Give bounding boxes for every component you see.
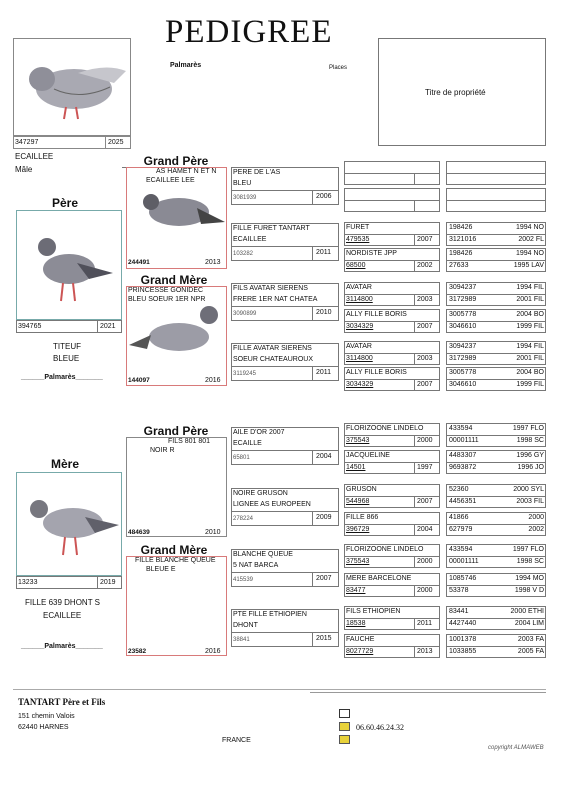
gm1-line2: BLEU SOEUR 1ER NPR xyxy=(128,296,206,303)
g3-line1: NOIRE GRUSON xyxy=(233,490,288,497)
gm1-year: 2016 xyxy=(205,377,221,384)
g3-line1: FILS AVATAR SIERENS xyxy=(233,285,308,292)
g4-ring: 396729 xyxy=(346,526,370,533)
g5-year: 2004 BO xyxy=(516,369,544,376)
g5-year: 1996 GY xyxy=(516,452,544,459)
g5-year: 1999 FIL xyxy=(516,323,544,330)
gm1-heading: Grand Mère xyxy=(140,273,208,287)
mere-color: ECAILLEE xyxy=(43,611,82,620)
g4-name: MERE BARCELONE xyxy=(346,575,412,582)
g3-line1: AILE D'OR 2007 xyxy=(233,429,285,436)
g4-name: GRUSON xyxy=(346,486,377,493)
g5-ring: 198426 xyxy=(449,250,473,257)
g5-year: 1998 SC xyxy=(516,437,544,444)
g3-ring: 415539 xyxy=(233,577,254,583)
gp2-heading: Grand Père xyxy=(143,424,209,438)
g4-name: FURET xyxy=(346,224,370,231)
g5-ring: 198426 xyxy=(449,224,473,231)
gp2-ring: 484639 xyxy=(128,529,150,536)
gm2-ring: 23582 xyxy=(128,648,147,655)
g3-ring: 103282 xyxy=(233,251,254,257)
subject-ring: 347297 xyxy=(15,139,39,146)
owner-city: 62440 HARNES xyxy=(18,724,69,731)
g5-year: 1994 FIL xyxy=(516,343,544,350)
g4-ring: 544968 xyxy=(346,498,370,505)
g5-ring: 3046610 xyxy=(449,323,477,330)
g3-year: 2004 xyxy=(316,453,332,460)
g4-name: NORDISTE JPP xyxy=(346,250,397,257)
gp2-box xyxy=(126,437,227,537)
gp1-year: 2013 xyxy=(205,259,221,266)
pere-heading: Père xyxy=(51,196,79,210)
g5-year: 2004 LIM xyxy=(514,620,544,627)
g5-ring: 3005778 xyxy=(449,311,477,318)
g4-year: 2002 xyxy=(417,262,433,269)
g5-ring: 627979 xyxy=(449,526,473,533)
g5-year: 2005 FA xyxy=(517,648,544,655)
g4-name: AVATAR xyxy=(346,284,372,291)
g3-year: 2009 xyxy=(316,514,332,521)
g5-year: 1994 NO xyxy=(515,250,544,257)
g4-year: 1997 xyxy=(417,464,433,471)
g3-line1: BLANCHE QUEUE xyxy=(233,551,293,558)
gm1-line1: PRINCESSE GONIDEC xyxy=(128,287,204,294)
g5-ring: 433594 xyxy=(449,425,473,432)
g5-ring: 83441 xyxy=(449,608,469,615)
pere-name: TITEUF xyxy=(53,342,81,351)
g5-year: 1999 FIL xyxy=(516,381,544,388)
mere-palmares: ______Palmarès_______ xyxy=(21,643,103,650)
gp2-line2: NOIR R xyxy=(150,447,175,454)
g3-line2: ECAILLEE xyxy=(233,236,267,243)
g4-year: 2003 xyxy=(417,296,433,303)
g5-ring: 00001111 xyxy=(449,437,479,444)
g3-year: 2010 xyxy=(316,309,332,316)
g4-year: 2000 xyxy=(417,558,433,565)
g5-ring: 4427440 xyxy=(449,620,477,627)
g3-year: 2007 xyxy=(316,575,332,582)
g5-year: 2001 FIL xyxy=(516,296,544,303)
g5-ring: 27633 xyxy=(449,262,469,269)
g5-year: 2002 FL xyxy=(518,236,544,243)
gp1-line1: AS HAMET N ET N xyxy=(156,168,217,175)
g3-year: 2015 xyxy=(316,635,332,642)
g5-ring: 52360 xyxy=(449,486,469,493)
g5-year: 1994 MO xyxy=(515,575,544,582)
g3-line2: DHONT xyxy=(233,622,258,629)
gm2-line2: BLEUE E xyxy=(146,566,176,573)
g4-name: JACQUELINE xyxy=(346,452,390,459)
owner-phone: 06.60.46.24.32 xyxy=(356,723,404,732)
gp1-heading: Grand Père xyxy=(143,154,209,168)
subject-color: ECAILLEE xyxy=(15,152,54,161)
gp1-ring: 244491 xyxy=(128,259,150,266)
g5-ring: 433594 xyxy=(449,546,473,553)
g5-year: 2004 BO xyxy=(516,311,544,318)
g5-ring: 4483307 xyxy=(449,452,477,459)
g3-line1: FILLE FURET TANTART xyxy=(233,225,310,232)
g5-ring: 3094237 xyxy=(449,284,477,291)
gm2-line1: FILLE BLANCHE QUEUE xyxy=(135,557,216,564)
g5-year: 1998 V D xyxy=(514,587,544,594)
gp2-year: 2010 xyxy=(205,529,221,536)
g4-name: AVATAR xyxy=(346,343,372,350)
g5-year: 1994 FIL xyxy=(516,284,544,291)
g3-ring: 278224 xyxy=(233,516,254,522)
owner-country: FRANCE xyxy=(222,737,251,744)
g4-ring: 375543 xyxy=(346,437,370,444)
g5-year: 1994 NO xyxy=(515,224,544,231)
phone-icon xyxy=(339,722,350,731)
g4-ring: 3034329 xyxy=(346,323,374,330)
g5-year: 2000 SYL xyxy=(513,486,544,493)
g3-ring: 3081939 xyxy=(233,195,257,201)
owner-street: 151 chemin Valois xyxy=(18,713,75,720)
g4-ring: 18538 xyxy=(346,620,366,627)
g4-year: 2007 xyxy=(417,236,433,243)
g5-ring: 1033855 xyxy=(449,648,477,655)
palmares-label: Palmarès xyxy=(170,62,202,69)
g3-line2: 5 NAT BARCA xyxy=(233,562,279,569)
g4-ring: 375543 xyxy=(346,558,370,565)
gm2-heading: Grand Mère xyxy=(140,543,208,557)
g4-name: FLORIZOONE LINDELO xyxy=(346,546,424,553)
gm2-box xyxy=(126,556,227,656)
g4-year: 2003 xyxy=(417,355,433,362)
g4-year: 2007 xyxy=(417,498,433,505)
g3-line2: BLEU xyxy=(233,180,252,187)
fax-icon xyxy=(339,735,350,744)
gp1-line2: ECAILLEE LEE xyxy=(146,177,195,184)
g5-year: 2001 FIL xyxy=(516,355,544,362)
g5-year: 1998 SC xyxy=(516,558,544,565)
g4-name: FILLE 866 xyxy=(346,514,379,521)
g3-line2: SOEUR CHATEAUROUX xyxy=(233,356,313,363)
g5-year: 2003 FIL xyxy=(516,498,544,505)
g5-ring: 53378 xyxy=(449,587,469,594)
g5-year: 1996 JO xyxy=(517,464,544,471)
pere-year: 2021 xyxy=(100,323,116,330)
mere-photo xyxy=(16,472,122,576)
g5-ring: 41866 xyxy=(449,514,469,521)
gm1-ring: 144097 xyxy=(128,377,150,384)
g5-year: 1995 LAV xyxy=(513,262,544,269)
g4-ring: 479535 xyxy=(346,236,370,243)
g5-ring: 4456351 xyxy=(449,498,477,505)
mere-year: 2019 xyxy=(100,579,116,586)
g3-line2: LIGNEE AS EUROPEEN xyxy=(233,501,311,508)
g4-name: FLORIZOONE LINDELO xyxy=(346,425,424,432)
g5-ring: 3005778 xyxy=(449,369,477,376)
mere-heading: Mère xyxy=(50,457,79,471)
g5-ring: 3172989 xyxy=(449,355,477,362)
g5-year: 2003 FA xyxy=(517,636,544,643)
g3-year: 2011 xyxy=(316,369,332,376)
pere-color: BLEUE xyxy=(53,354,80,363)
owner-name: TANTART Père et Fils xyxy=(18,697,106,707)
pere-palmares: ______Palmarès_______ xyxy=(21,374,103,381)
page-title: PEDIGREE xyxy=(165,14,333,50)
mere-ring: 13233 xyxy=(18,579,38,586)
g4-name: FAUCHE xyxy=(346,636,375,643)
g4-year: 2000 xyxy=(417,437,433,444)
g5-ring: 00001111 xyxy=(449,558,479,565)
places-label: Places xyxy=(329,65,348,71)
g4-year: 2004 xyxy=(417,526,433,533)
pigeon-image xyxy=(14,39,130,135)
g4-year: 2000 xyxy=(417,587,433,594)
g5-ring: 1001378 xyxy=(449,636,477,643)
gm2-year: 2016 xyxy=(205,648,221,655)
g3-ring: 3090899 xyxy=(233,311,257,317)
g5-year: 2000 xyxy=(528,514,544,521)
subject-sex: Mâle xyxy=(15,165,33,174)
g5-ring: 1085746 xyxy=(449,575,477,582)
g3-line1: FILLE AVATAR SIERENS xyxy=(233,345,312,352)
g4-ring: 3114800 xyxy=(346,355,373,362)
g3-year: 2006 xyxy=(316,193,332,200)
g3-ring: 38841 xyxy=(233,637,250,643)
mere-name: FILLE 639 DHONT S xyxy=(25,598,100,607)
g5-year: 2000 ETHI xyxy=(510,608,544,615)
g5-year: 2002 xyxy=(528,526,544,533)
g4-ring: 8027729 xyxy=(346,648,374,655)
g5-year: 1997 FLO xyxy=(512,425,544,432)
g5-ring: 3172989 xyxy=(449,296,477,303)
email-icon xyxy=(339,709,350,718)
g5-ring: 3121016 xyxy=(449,236,477,243)
ownership-title-label: Titre de propriété xyxy=(425,88,486,97)
g5-ring: 9693872 xyxy=(449,464,477,471)
gp2-line1: FILS 801 801 xyxy=(168,438,211,445)
g4-name: FILS ETHIOPIEN xyxy=(346,608,401,615)
g4-year: 2011 xyxy=(417,620,433,627)
pere-ring: 394765 xyxy=(18,323,42,330)
g4-ring: 83477 xyxy=(346,587,366,594)
g4-name: ALLY FILLE BORIS xyxy=(346,311,407,318)
g3-ring: 65801 xyxy=(233,455,250,461)
subject-year: 2025 xyxy=(108,139,124,146)
g3-line2: ECAILLE xyxy=(233,440,262,447)
g4-year: 2007 xyxy=(417,323,433,330)
subject-photo xyxy=(13,38,131,136)
pere-photo xyxy=(16,210,122,320)
g5-ring: 3046610 xyxy=(449,381,477,388)
g4-ring: 14501 xyxy=(346,464,366,471)
copyright: copyright ALMAWEB xyxy=(488,745,544,751)
g3-line1: PERE DE L'AS xyxy=(233,169,281,176)
g3-year: 2011 xyxy=(316,249,332,256)
g4-name: ALLY FILLE BORIS xyxy=(346,369,407,376)
g3-line1: PTE FILLE ETHIOPIEN xyxy=(233,611,307,618)
g3-ring: 3119245 xyxy=(233,371,256,377)
g5-ring: 3094237 xyxy=(449,343,477,350)
g4-year: 2013 xyxy=(417,648,433,655)
g4-ring: 3114800 xyxy=(346,296,373,303)
g4-ring: 68500 xyxy=(346,262,366,269)
g3-line2: FRERE 1ER NAT CHATEA xyxy=(233,296,318,303)
g5-year: 1997 FLO xyxy=(512,546,544,553)
g4-year: 2007 xyxy=(417,381,433,388)
g4-ring: 3034329 xyxy=(346,381,374,388)
